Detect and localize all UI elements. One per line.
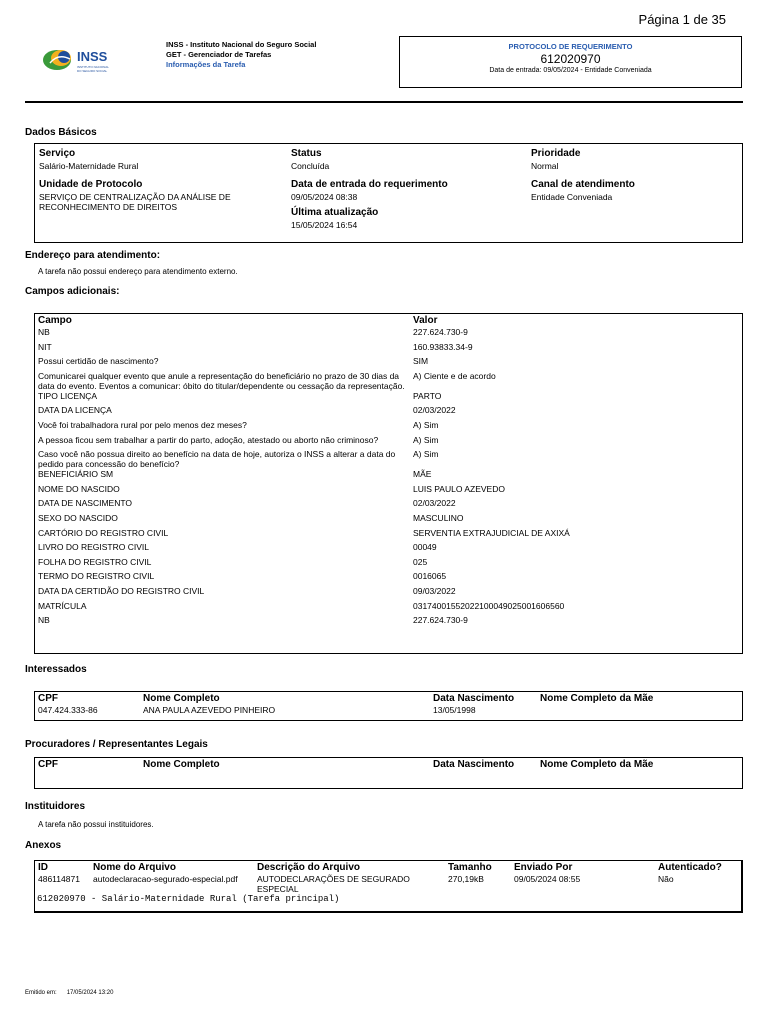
table-row	[37, 469, 740, 484]
campo-cell: TERMO DO REGISTRO CIVIL	[38, 571, 155, 582]
valor-cell: MASCULINO	[413, 512, 464, 523]
page-number: Página 1 de 35	[638, 12, 726, 27]
table-row	[37, 874, 739, 894]
col-cpf-header: CPF	[38, 759, 58, 770]
valor-cell: 00049	[413, 542, 437, 553]
svg-text:DO SEGURO SOCIAL: DO SEGURO SOCIAL	[77, 69, 108, 73]
header-line3: Informações da Tarefa	[166, 60, 246, 69]
table-row	[37, 542, 740, 557]
col-nome-arquivo-header: Nome do Arquivo	[93, 862, 176, 873]
anexo-autenticado: Não	[658, 874, 674, 884]
campo-cell: SEXO DO NASCIDO	[38, 512, 118, 523]
header-divider	[25, 101, 743, 103]
campos-table-box	[34, 313, 743, 654]
table-row	[37, 405, 740, 420]
table-row	[37, 327, 740, 342]
campo-cell: CARTÓRIO DO REGISTRO CIVIL	[38, 527, 169, 538]
svg-text:INSS: INSS	[77, 49, 108, 64]
campo-cell: NB	[38, 615, 50, 626]
data-entrada-value: 09/05/2024 08:38	[291, 192, 358, 202]
procuradores-table	[37, 759, 740, 771]
table-row	[37, 601, 740, 616]
anexos-tarefa-line: 612020970 - Salário-Maternidade Rural (Tarefa principal)	[37, 894, 340, 904]
table-row	[37, 371, 740, 391]
interessado-nascimento: 13/05/1998	[433, 705, 476, 715]
data-entrada-label: Data de entrada do requerimento	[291, 179, 448, 190]
inss-logo	[42, 45, 132, 75]
campo-cell: DATA DE NASCIMENTO	[38, 498, 132, 509]
campo-cell: Caso você não possua direito ao benefício na data de hoje, autoriza o INSS a alterar a data do pedido para concessão do benefício?	[38, 449, 396, 470]
section-anexos: Anexos	[25, 840, 62, 851]
procuradores-table-box	[34, 757, 743, 789]
protocolo-subtitle: Data de entrada: 09/05/2024 - Entidade Conveniada	[489, 67, 652, 74]
campo-cell: LIVRO DO REGISTRO CIVIL	[38, 542, 149, 553]
servico-label: Serviço	[39, 148, 76, 159]
valor-cell: 227.624.730-9	[413, 327, 468, 337]
ultima-atualizacao-label: Última atualização	[291, 207, 379, 218]
endereco-text: A tarefa não possui endereço para atendimento externo.	[38, 267, 238, 276]
section-campos-adicionais: Campos adicionais:	[25, 286, 120, 297]
footer-date: 17/05/2024 13:20	[66, 990, 114, 996]
section-dados-basicos: Dados Básicos	[25, 127, 97, 138]
anexo-id: 486114871	[38, 874, 80, 884]
prioridade-value: Normal	[531, 161, 559, 171]
valor-cell: A) Ciente e de acordo	[413, 370, 496, 381]
protocolo-number: 612020970	[540, 52, 601, 66]
status-label: Status	[291, 148, 322, 159]
valor-cell: 025	[413, 556, 428, 567]
canal-label: Canal de atendimento	[531, 179, 635, 190]
campo-cell: BENEFICIÁRIO SM	[38, 469, 114, 480]
interessado-nome: ANA PAULA AZEVEDO PINHEIRO	[143, 705, 276, 715]
campo-cell: TIPO LICENÇA	[38, 390, 98, 401]
table-row	[37, 705, 740, 715]
section-instituidores: Instituidores	[25, 801, 86, 812]
col-nome-header: Nome Completo	[143, 693, 220, 704]
interessado-cpf: 047.424.333-86	[38, 705, 98, 715]
servico-value: Salário-Maternidade Rural	[39, 161, 139, 171]
campo-cell: NB	[38, 327, 50, 337]
protocolo-box	[399, 36, 742, 88]
header-line2: GET - Gerenciador de Tarefas	[166, 50, 272, 59]
campo-cell: Você foi trabalhadora rural por pelo menos dez meses?	[38, 419, 247, 430]
unidade-value: SERVIÇO DE CENTRALIZAÇÃO DA ANÁLISE DE RECONHECIMENTO DE DIREITOS	[39, 192, 231, 212]
valor-cell: 09/03/2022	[413, 585, 456, 596]
col-descricao-header: Descrição do Arquivo	[257, 862, 360, 873]
valor-cell: SIM	[413, 356, 429, 367]
valor-cell: 160.93833.34-9	[413, 341, 473, 352]
anexos-table	[37, 862, 739, 894]
instituidores-text: A tarefa não possui instituidores.	[38, 820, 154, 829]
campo-cell: NOME DO NASCIDO	[38, 483, 120, 494]
table-row	[37, 557, 740, 572]
valor-cell: PARTO	[413, 390, 442, 401]
valor-cell: LUIS PAULO AZEVEDO	[413, 483, 505, 494]
table-row	[37, 498, 740, 513]
unidade-label: Unidade de Protocolo	[39, 179, 143, 190]
campo-cell: Comunicarei qualquer evento que anule a representação do beneficiário no prazo de 30 dias da data do evento. Eventos a comunicar: óbito do titular/dependente ou cessação da representação.	[38, 370, 405, 391]
col-tamanho-header: Tamanho	[448, 862, 492, 873]
campos-table	[37, 315, 740, 630]
header-line1: INSS - Instituto Nacional do Seguro Social	[166, 40, 317, 49]
table-row	[37, 571, 740, 586]
table-row	[37, 615, 740, 630]
col-cpf-header: CPF	[38, 693, 58, 704]
interessados-table-box	[34, 691, 743, 721]
table-row	[37, 435, 740, 450]
anexo-descricao: AUTODECLARAÇÕES DE SEGURADO ESPECIAL	[257, 874, 410, 894]
campo-cell: MATRÍCULA	[38, 600, 87, 611]
protocolo-title: PROTOCOLO DE REQUERIMENTO	[508, 42, 633, 51]
anexo-nome[interactable]	[92, 874, 256, 894]
table-row	[37, 513, 740, 528]
campo-cell: A pessoa ficou sem trabalhar a partir do parto, adoção, atestado ou aborto não criminoso?	[38, 434, 379, 445]
inss-logo-icon	[42, 45, 132, 75]
table-row	[37, 528, 740, 543]
col-nascimento-header: Data Nascimento	[433, 693, 515, 704]
anexo-enviado: 09/05/2024 08:55	[514, 874, 581, 884]
section-endereco: Endereço para atendimento:	[25, 250, 161, 261]
col-autenticado-header: Autenticado?	[658, 862, 722, 873]
campo-cell: DATA DA LICENÇA	[38, 405, 112, 416]
section-interessados: Interessados	[25, 664, 87, 675]
valor-cell: 02/03/2022	[413, 498, 456, 509]
header-text	[166, 40, 316, 70]
status-value: Concluída	[291, 161, 330, 171]
valor-cell: A) Sim	[413, 419, 439, 430]
table-row	[37, 449, 740, 469]
col-campo-header: Campo	[38, 315, 72, 326]
valor-cell: A) Sim	[413, 449, 439, 460]
valor-cell: 03174001552022100049025001606560	[413, 600, 565, 611]
table-row	[37, 391, 740, 406]
table-row	[37, 484, 740, 499]
svg-text:INSTITUTO NACIONAL: INSTITUTO NACIONAL	[77, 65, 109, 69]
valor-cell: 02/03/2022	[413, 405, 456, 416]
col-id-header: ID	[38, 862, 48, 873]
table-row	[37, 586, 740, 601]
col-enviado-header: Enviado Por	[514, 862, 573, 873]
valor-cell: SERVENTIA EXTRAJUDICIAL DE AXIXÁ	[413, 527, 570, 538]
ultima-atualizacao-value: 15/05/2024 16:54	[291, 220, 358, 230]
section-procuradores: Procuradores / Representantes Legais	[25, 739, 208, 750]
footer-label: Emitido em:	[25, 990, 57, 996]
col-nascimento-header: Data Nascimento	[433, 759, 515, 770]
col-valor-header: Valor	[413, 315, 438, 326]
col-mae-header: Nome Completo da Mãe	[540, 693, 654, 704]
canal-value: Entidade Conveniada	[531, 192, 613, 202]
dados-basicos-box	[34, 143, 743, 243]
campo-cell: DATA DA CERTIDÃO DO REGISTRO CIVIL	[38, 585, 205, 596]
valor-cell: 227.624.730-9	[413, 615, 468, 626]
prioridade-label: Prioridade	[531, 148, 581, 159]
valor-cell: MÃE	[413, 469, 432, 480]
footer-emitido	[25, 990, 113, 996]
campo-cell: NIT	[38, 341, 52, 352]
valor-cell: 0016065	[413, 571, 447, 582]
col-nome-header: Nome Completo	[143, 759, 220, 770]
col-mae-header: Nome Completo da Mãe	[540, 759, 654, 770]
interessados-table	[37, 693, 740, 715]
anexo-tamanho: 270,19kB	[448, 874, 484, 884]
campo-cell: FOLHA DO REGISTRO CIVIL	[38, 556, 152, 567]
table-row	[37, 420, 740, 435]
anexos-table-box	[34, 860, 743, 913]
interessado-mae	[539, 705, 740, 715]
campo-cell: Possui certidão de nascimento?	[38, 356, 159, 367]
anexo-file-link[interactable]: autodeclaracao-segurado-especial.pdf	[93, 874, 238, 884]
table-row	[37, 356, 740, 371]
table-row	[37, 342, 740, 357]
valor-cell: A) Sim	[413, 434, 439, 445]
